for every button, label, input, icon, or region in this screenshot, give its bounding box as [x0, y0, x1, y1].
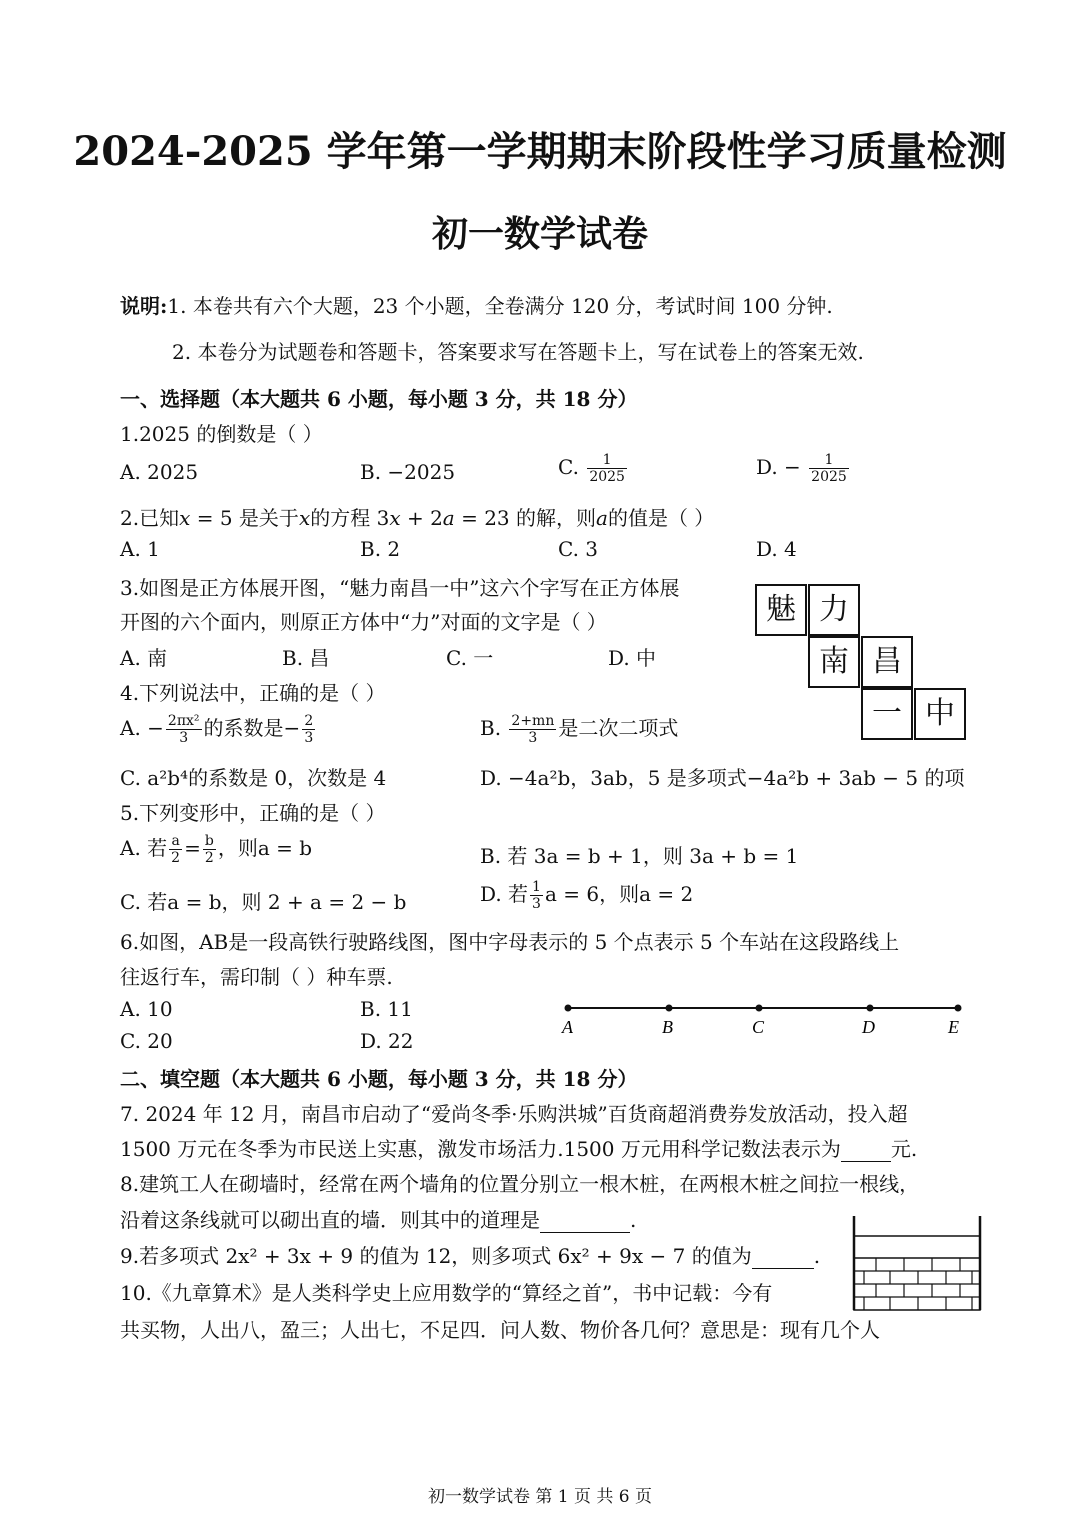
q8-line-2-text: 沿着这条线就可以砌出直的墙．则其中的道理是 — [120, 1208, 540, 1232]
q3-option-c: C. 一 — [446, 646, 494, 670]
section-2-title: 二、填空题（本大题共 6 小题，每小题 3 分，共 18 分） — [120, 1067, 638, 1091]
q9-text: 9.若多项式 2x² + 3x + 9 的值为 12，则多项式 6x² + 9x − 7 的值为 — [120, 1244, 752, 1268]
station-dot-c — [756, 1005, 763, 1012]
q2-option-b: B. 2 — [360, 537, 401, 561]
q5-d-fraction — [530, 879, 543, 912]
q4-a-fraction-2 — [302, 713, 315, 746]
q4-option-c: C. a²b⁴的系数是 0，次数是 4 — [120, 766, 387, 790]
q10-line-2: 共买物，人出八，盈三；人出七，不足四．问人数、物价各几何？意思是：现有几个人 — [120, 1318, 880, 1342]
route-line-figure — [548, 996, 972, 1040]
q1-option-a: A. 2025 — [120, 460, 199, 484]
q8-tail: . — [630, 1208, 637, 1232]
q4-a-num: 2πx² — [167, 713, 200, 729]
q3-option-d: D. 中 — [608, 646, 657, 670]
q7-answer-blank[interactable] — [841, 1137, 891, 1162]
q4-a-fraction — [166, 713, 202, 746]
q5-a-fraction-1 — [169, 833, 182, 866]
q7-line-2-text: 1500 万元在冬季为市民送上实惠，激发市场活力.1500 万元用科学记数法表示为 — [120, 1137, 841, 1161]
q7-line-2 — [120, 1133, 917, 1162]
station-label-d: D — [862, 1017, 875, 1037]
q4-a-den: 3 — [179, 730, 189, 746]
q7-tail: 元. — [890, 1137, 918, 1161]
station-label-c: C — [752, 1017, 765, 1037]
q5-d-num: 1 — [532, 879, 541, 895]
q4-stem: 4.下列说法中，正确的是（ ） — [120, 681, 386, 705]
cube-face-3: 南 — [808, 636, 860, 688]
q3-line-2: 开图的六个面内，则原正方体中“力”对面的文字是（ ） — [120, 610, 607, 634]
q6-line-2: 往返行车，需印制（ ）种车票. — [120, 965, 393, 989]
cube-face-4: 昌 — [861, 636, 913, 688]
q8-answer-blank[interactable] — [540, 1208, 630, 1233]
q2-var-x1: x — [179, 506, 191, 530]
q3-option-a: A. 南 — [120, 646, 168, 670]
q6-option-b: B. 11 — [360, 997, 413, 1021]
q4-a-den2: 3 — [304, 730, 314, 746]
q5-option-b: B. 若 3a = b + 1，则 3a + b = 1 — [480, 844, 799, 868]
q2-var-x3: x — [389, 506, 401, 530]
q4-b-fraction — [509, 713, 556, 746]
q4-a-mid: 的系数是− — [203, 716, 301, 740]
q2-var-a1: a — [442, 506, 455, 530]
instruction-text-1: 1. 本卷共有六个大题，23 个小题，全卷满分 120 分，考试时间 100 分钟. — [167, 294, 833, 318]
q5-a-num1: a — [169, 833, 182, 850]
q4-option-b — [480, 712, 678, 746]
q1-c-den: 2025 — [589, 469, 625, 485]
q5-a-eq: = — [184, 836, 201, 860]
q8-line-1: 8.建筑工人在砌墙时，经常在两个墙角的位置分别立一根木桩，在两根木桩之间拉一根线， — [120, 1172, 920, 1196]
q1-c-fraction — [587, 452, 627, 485]
q1-option-b: B. −2025 — [360, 460, 456, 484]
q9-answer-blank[interactable] — [752, 1244, 814, 1269]
q2-option-a: A. 1 — [120, 537, 160, 561]
q4-b-label: B. — [480, 716, 502, 740]
q2-s9: = 23 的解，则 — [454, 506, 597, 530]
q3-option-b: B. 昌 — [282, 646, 330, 670]
q2-s5: 的方程 3 — [310, 506, 390, 530]
q2-s7: + 2 — [400, 506, 443, 530]
cube-face-5: 一 — [861, 688, 913, 740]
q1-c-label: C. — [558, 455, 579, 479]
cube-face-2: 力 — [808, 584, 860, 636]
q5-option-a — [120, 832, 312, 866]
cube-face-1: 魅 — [755, 584, 807, 636]
q2-stem — [120, 502, 714, 531]
q4-b-tail: 是二次二项式 — [558, 716, 679, 740]
q5-d-tail: a = 6，则a = 2 — [544, 882, 694, 906]
q2-s11: 的值是（ ） — [607, 506, 715, 530]
station-label-a: A — [562, 1017, 573, 1037]
station-dot-e — [955, 1005, 962, 1012]
q7-line-1: 7. 2024 年 12 月，南昌市启动了“爱尚冬季·乐购洪城”百货商超消费券发放活动，投入超 — [120, 1102, 908, 1126]
station-label-e: E — [948, 1017, 959, 1037]
q5-stem: 5.下列变形中，正确的是（ ） — [120, 801, 386, 825]
q10-line-1: 10.《九章算术》是人类科学史上应用数学的“算经之首”，书中记载：今有 — [120, 1281, 773, 1305]
cube-face-6: 中 — [914, 688, 966, 740]
q9-line — [120, 1240, 820, 1269]
q5-a-tail: ，则a = b — [217, 836, 313, 860]
q1-option-c — [558, 452, 629, 485]
q5-a-den1: 2 — [171, 850, 181, 866]
q6-option-d: D. 22 — [360, 1029, 414, 1053]
station-dot-a — [565, 1005, 572, 1012]
q4-option-d: D. −4a²b，3ab，5 是多项式−4a²b + 3ab − 5 的项 — [480, 766, 965, 790]
q6-option-a: A. 10 — [120, 997, 173, 1021]
q5-d-label: D. 若 — [480, 882, 529, 906]
instructions-1 — [120, 290, 833, 319]
q2-var-a2: a — [596, 506, 608, 530]
q2-s1: 2.已知 — [120, 506, 180, 530]
q6-line-1: 6.如图，AB是一段高铁行驶路线图，图中字母表示的 5 个点表示 5 个车站在这段路线上 — [120, 930, 900, 954]
instructions-2: 2. 本卷分为试题卷和答题卡，答案要求写在答题卡上，写在试卷上的答案无效. — [172, 340, 864, 364]
brick-wall-figure — [846, 1214, 986, 1314]
q3-line-1: 3.如图是正方体展开图，“魅力南昌一中”这六个字写在正方体展 — [120, 576, 680, 600]
q4-b-num: 2+mn — [511, 713, 555, 729]
q1-stem: 1.2025 的倒数是（ ） — [120, 422, 323, 446]
q4-a-label: A. − — [120, 716, 164, 740]
q4-a-num2: 2 — [304, 713, 314, 729]
q6-option-c: C. 20 — [120, 1029, 173, 1053]
q4-b-den: 3 — [528, 730, 538, 746]
q1-d-den: 2025 — [811, 469, 847, 485]
exam-subtitle: 初一数学试卷 — [431, 213, 648, 255]
q5-a-num2: b — [204, 833, 214, 849]
q2-s3: = 5 是关于 — [190, 506, 299, 530]
q1-c-num: 1 — [587, 452, 627, 469]
q1-d-num: 1 — [809, 452, 849, 469]
q1-d-fraction — [809, 452, 849, 485]
q8-line-2 — [120, 1204, 636, 1233]
page-footer: 初一数学试卷 第 1 页 共 6 页 — [427, 1487, 653, 1507]
station-dot-d — [867, 1005, 874, 1012]
section-1-title: 一、选择题（本大题共 6 小题，每小题 3 分，共 18 分） — [120, 387, 638, 411]
q5-a-den2: 2 — [204, 850, 214, 866]
instructions-label: 说明: — [120, 294, 168, 318]
q2-option-d: D. 4 — [756, 537, 797, 561]
station-dot-b — [666, 1005, 673, 1012]
q1-d-label: D. − — [756, 455, 801, 479]
q5-option-c: C. 若a = b，则 2 + a = 2 − b — [120, 890, 407, 914]
q5-a-fraction-2 — [203, 833, 216, 866]
q4-option-a — [120, 712, 317, 746]
q2-option-c: C. 3 — [558, 537, 599, 561]
q1-option-d — [756, 452, 851, 485]
station-label-b: B — [662, 1017, 673, 1037]
exam-title: 2024-2025 学年第一学期期末阶段性学习质量检测 — [73, 128, 1007, 175]
q5-option-d — [480, 878, 693, 912]
q2-var-x2: x — [298, 506, 311, 530]
q5-a-label: A. 若 — [120, 836, 168, 860]
q9-tail: . — [813, 1244, 821, 1268]
q5-d-den: 3 — [532, 896, 541, 912]
